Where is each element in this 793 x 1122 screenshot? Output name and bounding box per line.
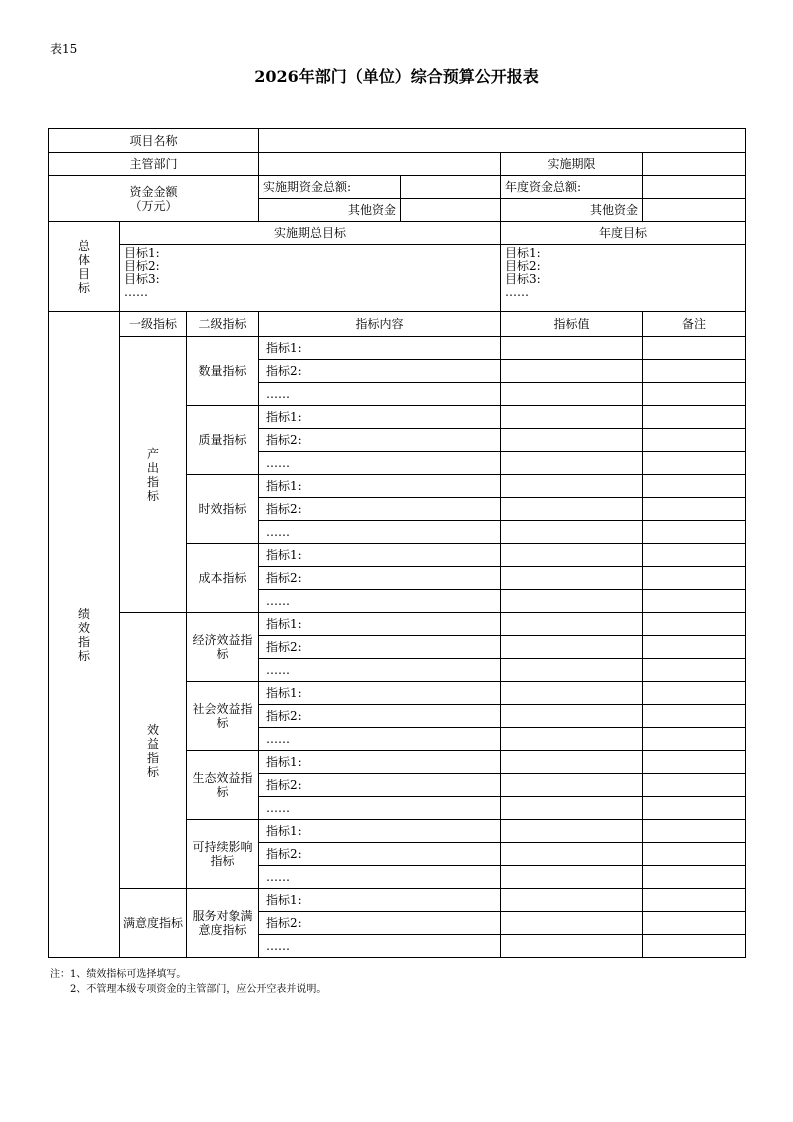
project-name-field[interactable] [259, 129, 746, 153]
other-funds-left-field[interactable] [401, 199, 501, 222]
indicator-content-cell[interactable]: 指标2: [259, 429, 501, 452]
indicator-remark-cell[interactable] [643, 544, 746, 567]
indicator-content-cell[interactable]: …… [259, 521, 501, 544]
indicator-value-cell[interactable] [501, 452, 643, 475]
indicator-value-cell[interactable] [501, 774, 643, 797]
indicator-content-cell[interactable]: 指标2: [259, 498, 501, 521]
indicator-content-cell[interactable]: 指标1: [259, 406, 501, 429]
indicator-content-cell[interactable]: …… [259, 797, 501, 820]
level2-indicator-label: 生态效益指标 [187, 751, 259, 820]
indicator-remark-cell[interactable] [643, 866, 746, 889]
indicator-remark-cell[interactable] [643, 475, 746, 498]
indicator-value-cell[interactable] [501, 613, 643, 636]
indicator-remark-cell[interactable] [643, 567, 746, 590]
indicator-value-cell[interactable] [501, 590, 643, 613]
indicator-content-cell[interactable]: 指标1: [259, 475, 501, 498]
indicator-row [49, 613, 746, 636]
indicator-remark-cell[interactable] [643, 797, 746, 820]
level2-indicator-label: 社会效益指标 [187, 682, 259, 751]
indicator-remark-cell[interactable] [643, 521, 746, 544]
level2-indicator-label: 服务对象满意度指标 [187, 889, 259, 958]
form-label: 表15 [50, 42, 78, 56]
period-goal-field[interactable]: 目标1: 目标2: 目标3: …… [120, 245, 501, 312]
indicator-value-cell[interactable] [501, 866, 643, 889]
indicator-content-cell[interactable]: 指标1: [259, 613, 501, 636]
indicator-content-cell[interactable]: …… [259, 452, 501, 475]
notes [50, 967, 326, 997]
fund-unit-text: （万元） [129, 198, 178, 213]
period-label: 实施期限 [501, 153, 643, 176]
other-funds-right-label: 其他资金 [501, 199, 643, 222]
indicator-value-cell[interactable] [501, 406, 643, 429]
indicator-value-cell[interactable] [501, 935, 643, 958]
indicator-value-cell[interactable] [501, 682, 643, 705]
benefit-indicator-label: 效 益 指 标 [120, 613, 187, 889]
overall-goal-label: 总 体 目 标 [49, 222, 120, 312]
period-total-field[interactable] [401, 176, 501, 199]
indicator-content-cell[interactable]: 指标2: [259, 567, 501, 590]
indicator-row [49, 889, 746, 912]
indicator-value-cell[interactable] [501, 636, 643, 659]
indicator-remark-cell[interactable] [643, 751, 746, 774]
indicator-value-cell[interactable] [501, 567, 643, 590]
indicator-remark-cell[interactable] [643, 498, 746, 521]
fund-amount-text: 资金金额 [129, 184, 178, 199]
indicator-value-cell[interactable] [501, 751, 643, 774]
indicator-remark-cell[interactable] [643, 636, 746, 659]
indicator-value-cell[interactable] [501, 843, 643, 866]
indicator-content-cell[interactable]: …… [259, 383, 501, 406]
indicator-value-cell[interactable] [501, 498, 643, 521]
other-funds-right-field[interactable] [643, 199, 746, 222]
note-1: 注：1、绩效指标可选择填写。 [50, 969, 187, 980]
indicator-remark-cell[interactable] [643, 774, 746, 797]
performance-indicator-label: 绩 效 指 标 [49, 312, 120, 958]
level2-header: 二级指标 [187, 312, 259, 337]
annual-total-field[interactable] [643, 176, 746, 199]
indicator-row [49, 337, 746, 360]
indicator-remark-cell[interactable] [643, 659, 746, 682]
department-label: 主管部门 [49, 153, 259, 176]
indicator-remark-cell[interactable] [643, 912, 746, 935]
value-header: 指标值 [501, 312, 643, 337]
indicator-content-cell[interactable]: …… [259, 866, 501, 889]
level1-header: 一级指标 [120, 312, 187, 337]
note-2: 2、不管理本级专项资金的主管部门，应公开空表并说明。 [70, 984, 327, 995]
output-indicator-label: 产 出 指 标 [120, 337, 187, 613]
page-title: 2026年部门（单位）综合预算公开报表 [254, 67, 539, 86]
indicator-content-cell[interactable]: 指标1: [259, 889, 501, 912]
indicator-value-cell[interactable] [501, 521, 643, 544]
indicator-value-cell[interactable] [501, 429, 643, 452]
indicator-remark-cell[interactable] [643, 889, 746, 912]
indicator-value-cell[interactable] [501, 728, 643, 751]
annual-goal-field[interactable]: 目标1: 目标2: 目标3: …… [501, 245, 746, 312]
indicator-content-cell[interactable]: 指标1: [259, 337, 501, 360]
indicator-value-cell[interactable] [501, 383, 643, 406]
indicator-value-cell[interactable] [501, 820, 643, 843]
indicator-content-cell[interactable]: 指标1: [259, 820, 501, 843]
level2-indicator-label: 时效指标 [187, 475, 259, 544]
indicator-content-cell[interactable]: 指标2: [259, 774, 501, 797]
department-field[interactable] [259, 153, 501, 176]
indicator-remark-cell[interactable] [643, 383, 746, 406]
indicator-content-cell[interactable]: 指标1: [259, 682, 501, 705]
level2-indicator-label: 数量指标 [187, 337, 259, 406]
other-funds-left-label: 其他资金 [259, 199, 401, 222]
satisfaction-indicator-label: 满意度指标 [120, 889, 187, 958]
annual-total-label: 年度资金总额: [501, 176, 643, 199]
indicator-remark-cell[interactable] [643, 705, 746, 728]
period-field[interactable] [643, 153, 746, 176]
indicator-content-cell[interactable]: …… [259, 659, 501, 682]
indicator-remark-cell[interactable] [643, 935, 746, 958]
indicator-value-cell[interactable] [501, 912, 643, 935]
indicator-remark-cell[interactable] [643, 406, 746, 429]
level2-indicator-label: 成本指标 [187, 544, 259, 613]
indicator-content-cell[interactable]: …… [259, 590, 501, 613]
indicator-content-cell[interactable]: 指标2: [259, 912, 501, 935]
level2-indicator-label: 可持续影响指标 [187, 820, 259, 889]
indicator-content-cell[interactable]: 指标2: [259, 705, 501, 728]
indicator-remark-cell[interactable] [643, 429, 746, 452]
indicator-content-cell[interactable]: 指标2: [259, 843, 501, 866]
indicator-content-cell[interactable]: 指标2: [259, 636, 501, 659]
content-header: 指标内容 [259, 312, 501, 337]
indicator-content-cell[interactable]: …… [259, 935, 501, 958]
fund-amount-label [49, 176, 259, 222]
indicator-remark-cell[interactable] [643, 843, 746, 866]
indicator-value-cell[interactable] [501, 475, 643, 498]
budget-form-table [48, 128, 746, 958]
indicator-remark-cell[interactable] [643, 820, 746, 843]
remark-header: 备注 [643, 312, 746, 337]
indicator-content-cell[interactable]: 指标2: [259, 360, 501, 383]
indicator-value-cell[interactable] [501, 659, 643, 682]
period-total-label: 实施期资金总额: [259, 176, 401, 199]
annual-goal-header: 年度目标 [501, 222, 746, 245]
project-name-label: 项目名称 [49, 129, 259, 153]
indicator-remark-cell[interactable] [643, 613, 746, 636]
indicator-remark-cell[interactable] [643, 337, 746, 360]
indicator-value-cell[interactable] [501, 797, 643, 820]
indicator-value-cell[interactable] [501, 889, 643, 912]
indicator-content-cell[interactable]: …… [259, 728, 501, 751]
indicator-value-cell[interactable] [501, 337, 643, 360]
period-goal-header: 实施期总目标 [120, 222, 501, 245]
indicator-content-cell[interactable]: 指标1: [259, 544, 501, 567]
indicator-remark-cell[interactable] [643, 682, 746, 705]
level2-indicator-label: 经济效益指标 [187, 613, 259, 682]
indicator-content-cell[interactable]: 指标1: [259, 751, 501, 774]
indicator-remark-cell[interactable] [643, 728, 746, 751]
indicator-remark-cell[interactable] [643, 590, 746, 613]
indicator-value-cell[interactable] [501, 544, 643, 567]
level2-indicator-label: 质量指标 [187, 406, 259, 475]
indicator-remark-cell[interactable] [643, 360, 746, 383]
indicator-value-cell[interactable] [501, 705, 643, 728]
indicator-remark-cell[interactable] [643, 452, 746, 475]
indicator-value-cell[interactable] [501, 360, 643, 383]
